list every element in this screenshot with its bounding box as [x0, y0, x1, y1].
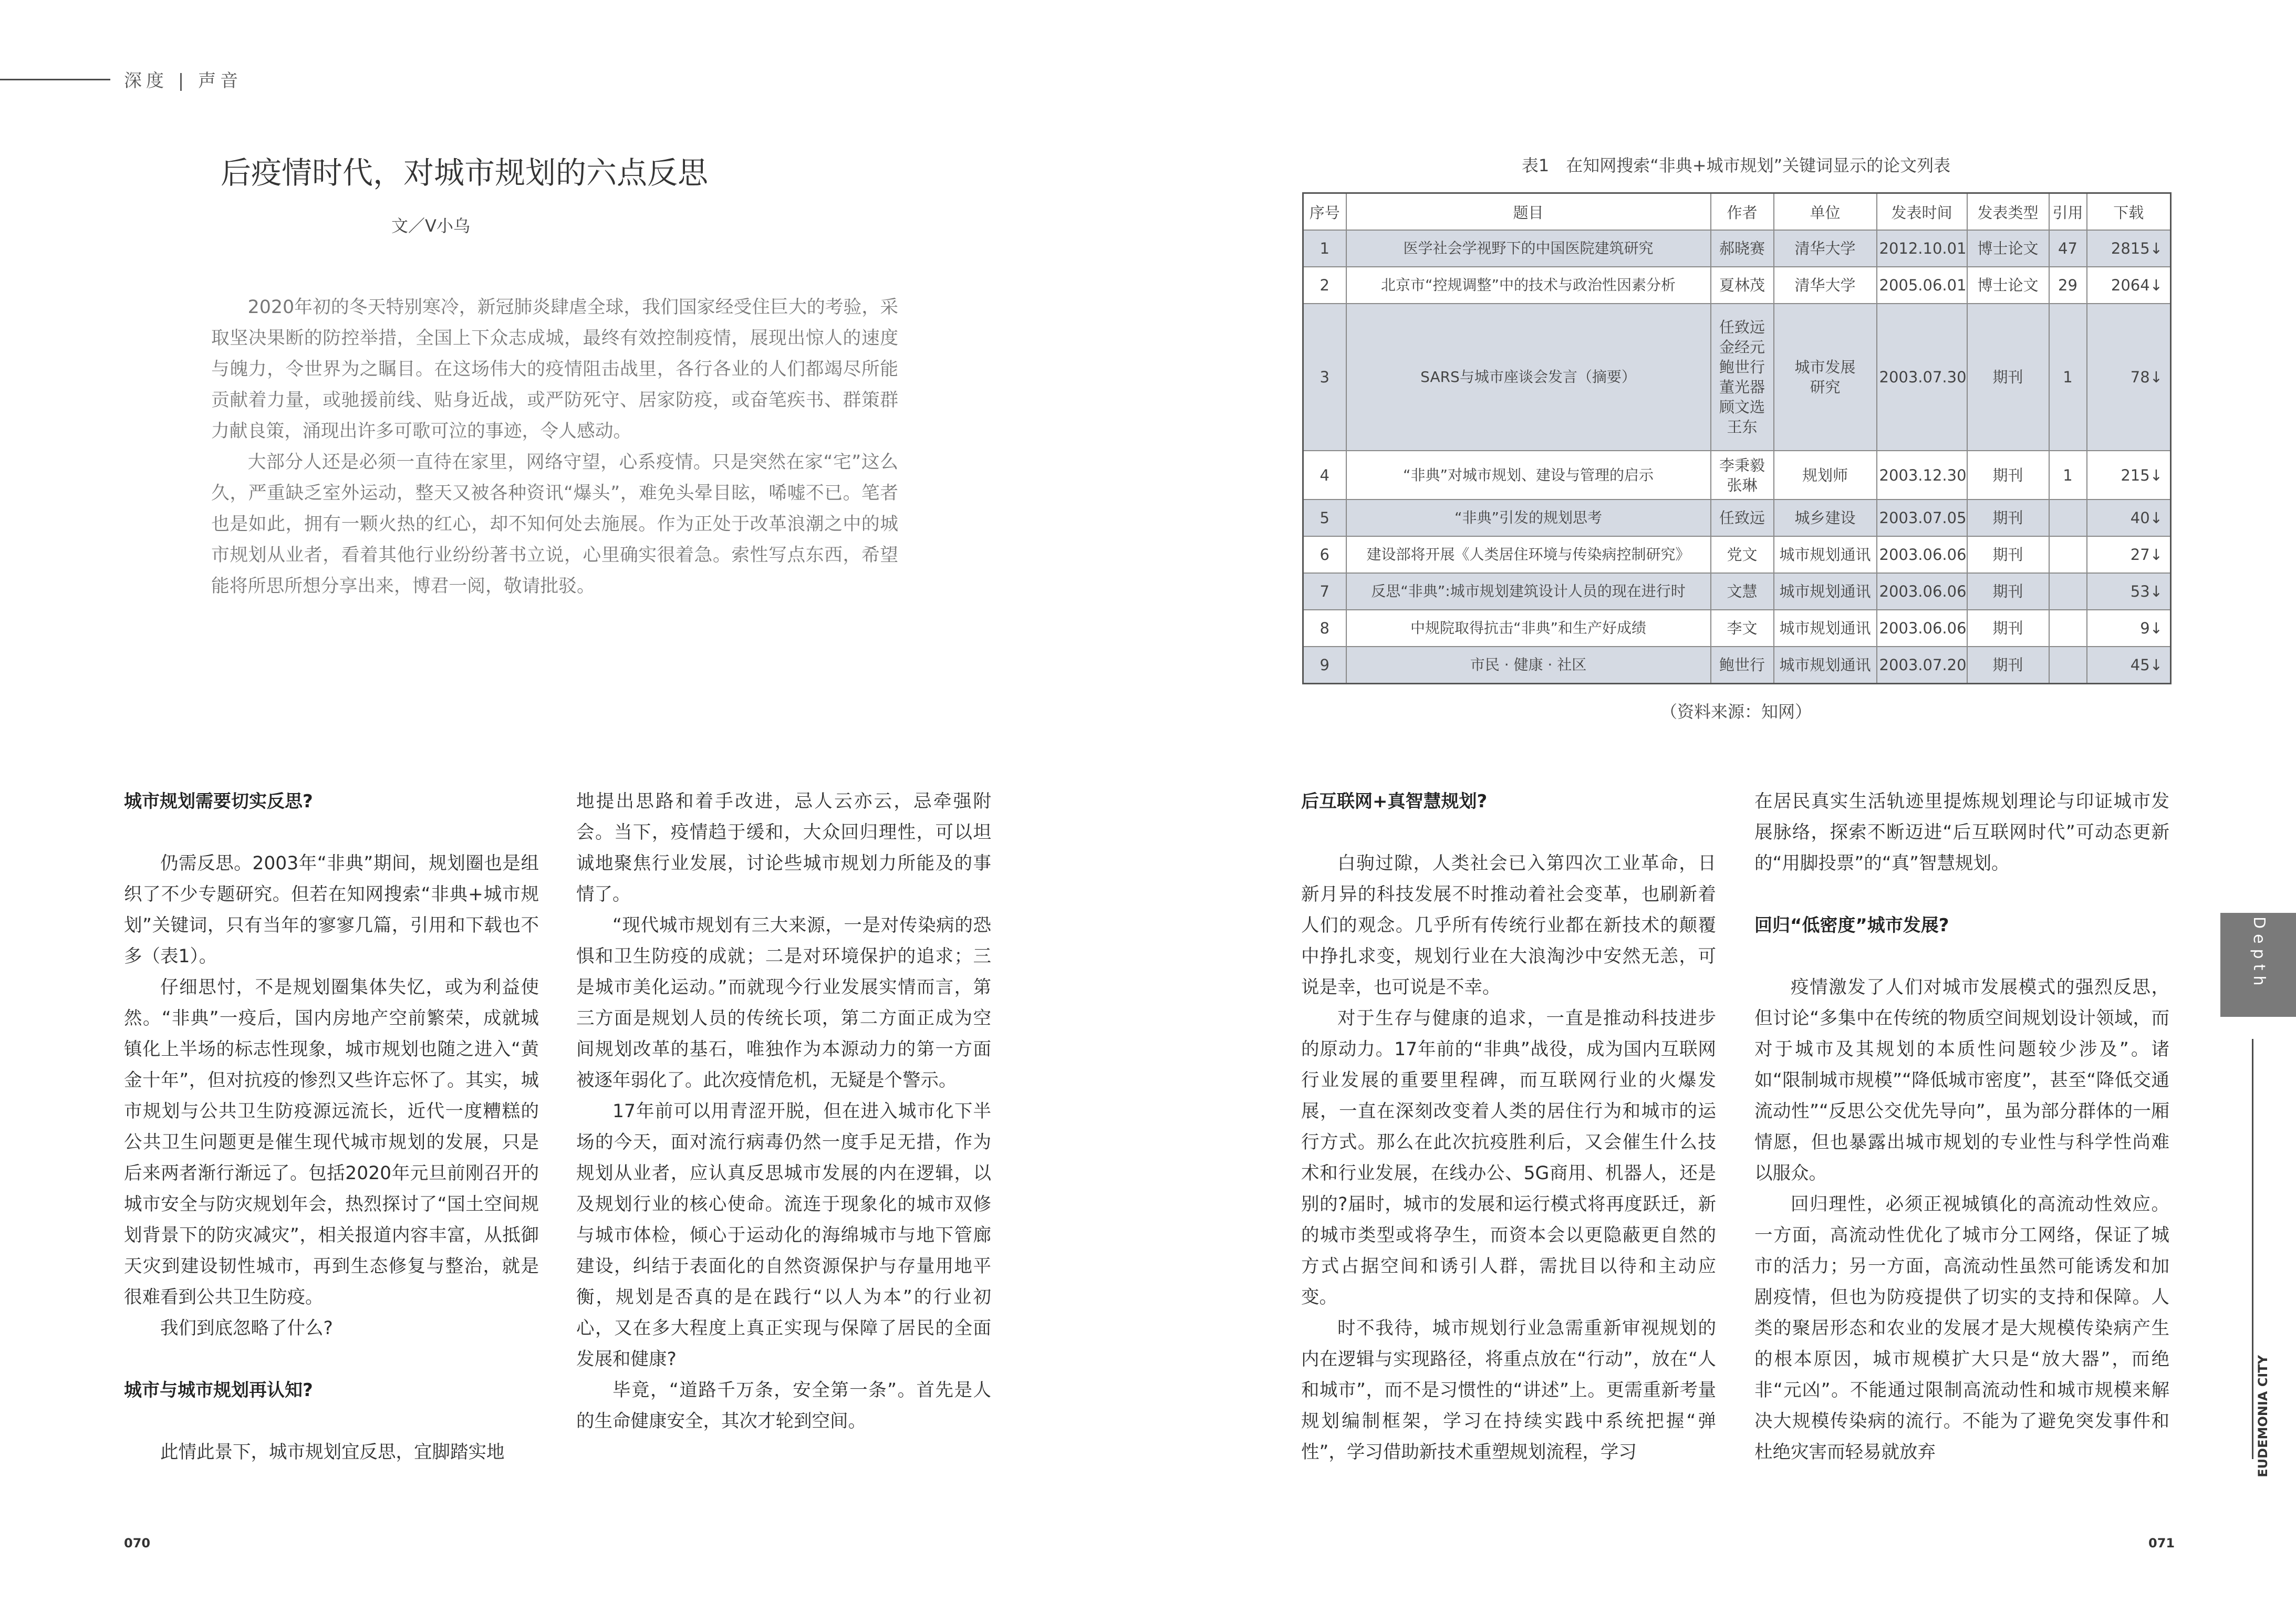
- body-paragraph: 仔细思忖，不是规划圈集体失忆，或为利益使然。“非典”一疫后，国内房地产空前繁荣，成就城镇化上半场的标志性现象，城市规划也随之进入“黄金十年”，但对抗疫的惨烈又些许忘怀了。其实，城市规划与公共卫生防疫源远流长，近代一度糟糕的公共卫生问题更是催生现代城市规划的发展，只是后来两者渐行渐远了。包括2020年元旦前刚召开的城市安全与防灾规划年会，热烈探讨了“国土空间规划背景下的防灾减灾”，相关报道内容丰富，从抵御天灾到建设韧性城市，再到生态修复与整治，就是很难看到公共卫生防疫。: [124, 977, 539, 1308]
- table-cell-date: 2003.06.06: [1877, 536, 1967, 573]
- table-cell-no: 6: [1303, 536, 1346, 573]
- table-cell-download: 40↓: [2087, 499, 2171, 536]
- table-row: [1303, 304, 2171, 451]
- table-row: [1303, 647, 2171, 683]
- table-cell-no: 8: [1303, 610, 1346, 647]
- table-body: [1303, 230, 2171, 683]
- table-cell-unit: 城市发展 研究: [1774, 304, 1877, 451]
- body-paragraph: 回归理性，必须正视城镇化的高流动性效应。一方面，高流动性优化了城市分工网络，保证了城市的活力；另一方面，高流动性虽然可能诱发和加剧疫情，但也为防疫提供了切实的支持和保障。人类的聚居形态和农业的发展才是大规模传染病产生的根本原因，城市规模扩大只是“放大器”，而绝非“元凶”。不能通过限制高流动性和城市规模来解决大规模传染病的流行。不能为了避免突发事件和杜绝灾害而轻易就放弃: [1754, 1194, 2169, 1463]
- section-tag: 深度 | 声音: [124, 70, 243, 91]
- table-cell-author: 郝晓赛: [1711, 230, 1774, 267]
- article-intro: [211, 292, 898, 602]
- table-cell-author: 任致远 金经元 鲍世行 董光器 顾文选 王东: [1711, 304, 1774, 451]
- table-row: [1303, 573, 2171, 610]
- table-cell-date: 2012.10.01: [1877, 230, 1967, 267]
- table-cell-author: 鲍世行: [1711, 647, 1774, 683]
- table-cell-download: 53↓: [2087, 573, 2171, 610]
- table-cell-no: 2: [1303, 267, 1346, 304]
- table-cell-download: 78↓: [2087, 304, 2171, 451]
- table-cell-type: 期刊: [1967, 536, 2049, 573]
- table-row: [1303, 267, 2171, 304]
- table-cell-title: 市民 · 健康 · 社区: [1346, 647, 1711, 683]
- body-paragraph: 白驹过隙，人类社会已入第四次工业革命，日新月异的科技发展不时推动着社会变革，也刷新着人们的观念。几乎所有传统行业都在新技术的颠覆中挣扎求变，规划行业在大浪淘沙中安然无恙，可说是幸，也可说是不幸。: [1301, 853, 1716, 998]
- table-cell-title: 建设部将开展《人类居住环境与传染病控制研究》: [1346, 536, 1711, 573]
- table-cell-cite: 1: [2049, 451, 2087, 499]
- table-header-cell: 引用: [2049, 193, 2087, 231]
- table-source: （资料来源：知网）: [1660, 702, 1812, 722]
- table-cell-title: 中规院取得抗击“非典”和生产好成绩: [1346, 610, 1711, 647]
- section-heading: 城市与城市规划再认知?: [124, 1380, 313, 1401]
- table-header-row: [1303, 193, 2171, 231]
- table-cell-date: 2003.06.06: [1877, 610, 1967, 647]
- table-cell-cite: [2049, 573, 2087, 610]
- table-cell-download: 45↓: [2087, 647, 2171, 683]
- table-cell-no: 1: [1303, 230, 1346, 267]
- intro-paragraph: 2020年初的冬天特别寒冷，新冠肺炎肆虐全球，我们国家经受住巨大的考验，采取坚决果断的防控举措，全国上下众志成城，最终有效控制疫情，展现出惊人的速度与魄力，令世界为之瞩目。在这场伟大的疫情阻击战里，各行各业的人们都竭尽所能贡献着力量，或驰援前线、贴身近战，或严防死守、居家防疫，或奋笔疾书、群策群力献良策，涌现出许多可歌可泣的事迹，令人感动。: [211, 297, 898, 442]
- body-paragraph: 仍需反思。2003年“非典”期间，规划圈也是组织了不少专题研究。但若在知网搜索“非典+城市规划”关键词，只有当年的寥寥几篇，引用和下载也不多（表1）。: [124, 853, 539, 967]
- table-cell-type: 期刊: [1967, 451, 2049, 499]
- table-cell-type: 博士论文: [1967, 267, 2049, 304]
- table-header-cell: 单位: [1774, 193, 1877, 231]
- table-header-cell: 题目: [1346, 193, 1711, 231]
- table-cell-cite: [2049, 610, 2087, 647]
- body-paragraph: 毕竟，“道路千万条，安全第一条”。首先是人的生命健康安全，其次才轮到空间。: [576, 1380, 991, 1432]
- table-cell-title: “非典”引发的规划思考: [1346, 499, 1711, 536]
- table-cell-download: 27↓: [2087, 536, 2171, 573]
- intro-paragraph: 大部分人还是必须一直待在家里，网络守望，心系疫情。只是突然在家“宅”这么久，严重缺乏室外运动，整天又被各种资讯“爆头”，难免头晕目眩，唏嘘不已。笔者也是如此，拥有一颗火热的红心，却不知何处去施展。作为正处于改革浪潮之中的城市规划从业者，看着其他行业纷纷著书立说，心里确实很着急。索性写点东西，希望能将所思所想分享出来，博君一阅，敬请批驳。: [211, 452, 898, 597]
- body-column-2: [576, 786, 991, 1437]
- table-cell-no: 9: [1303, 647, 1346, 683]
- table-cell-type: 期刊: [1967, 304, 2049, 451]
- table-header-cell: 下载: [2087, 193, 2171, 231]
- table-cell-title: SARS与城市座谈会发言（摘要）: [1346, 304, 1711, 451]
- table-header-cell: 序号: [1303, 193, 1346, 231]
- table-cell-unit: 城市规划通讯: [1774, 573, 1877, 610]
- table-cell-date: 2005.06.01: [1877, 267, 1967, 304]
- table-cell-cite: 1: [2049, 304, 2087, 451]
- table-row: [1303, 451, 2171, 499]
- table-cell-unit: 清华大学: [1774, 230, 1877, 267]
- table-row: [1303, 536, 2171, 573]
- table-cell-download: 2815↓: [2087, 230, 2171, 267]
- table-cell-no: 5: [1303, 499, 1346, 536]
- article-title: 后疫情时代，对城市规划的六点反思: [221, 155, 709, 191]
- table-cell-type: 期刊: [1967, 647, 2049, 683]
- page-number-right: 071: [2148, 1536, 2175, 1550]
- section-heading: 城市规划需要切实反思?: [124, 791, 313, 812]
- table-cell-cite: [2049, 536, 2087, 573]
- table-cell-download: 2064↓: [2087, 267, 2171, 304]
- section-heading: 回归“低密度”城市发展?: [1754, 915, 1949, 936]
- table-header-cell: 发表类型: [1967, 193, 2049, 231]
- table-cell-no: 3: [1303, 304, 1346, 451]
- table-cell-date: 2003.07.30: [1877, 304, 1967, 451]
- body-column-4: [1754, 786, 2169, 1468]
- table-cell-title: “非典”对城市规划、建设与管理的启示: [1346, 451, 1711, 499]
- table-caption: 表1 在知网搜索“非典+城市规划”关键词显示的论文列表: [1521, 155, 1951, 175]
- table-cell-unit: 城市规划通讯: [1774, 536, 1877, 573]
- table-cell-author: 文慧: [1711, 573, 1774, 610]
- table-cell-no: 7: [1303, 573, 1346, 610]
- table-cell-no: 4: [1303, 451, 1346, 499]
- table-cell-download: 9↓: [2087, 610, 2171, 647]
- table-cell-author: 夏林茂: [1711, 267, 1774, 304]
- table-cell-download: 215↓: [2087, 451, 2171, 499]
- table-cell-unit: 城乡建设: [1774, 499, 1877, 536]
- body-paragraph: 我们到底忽略了什么?: [160, 1318, 333, 1339]
- table-cell-cite: 47: [2049, 230, 2087, 267]
- section-heading: 后互联网+真智慧规划?: [1301, 791, 1488, 812]
- table-header-cell: 作者: [1711, 193, 1774, 231]
- magazine-name: EUDEMONIA CITY: [2256, 1355, 2270, 1477]
- table-cell-unit: 城市规划通讯: [1774, 610, 1877, 647]
- table-cell-author: 李文: [1711, 610, 1774, 647]
- table-cell-cite: 29: [2049, 267, 2087, 304]
- body-column-1: [124, 786, 539, 1468]
- table-row: [1303, 499, 2171, 536]
- table-row: [1303, 230, 2171, 267]
- table-cell-author: 李秉毅 张琳: [1711, 451, 1774, 499]
- table-cell-title: 医学社会学视野下的中国医院建筑研究: [1346, 230, 1711, 267]
- table-cell-cite: [2049, 499, 2087, 536]
- table-cell-type: 博士论文: [1967, 230, 2049, 267]
- table-cell-cite: [2049, 647, 2087, 683]
- table-cell-type: 期刊: [1967, 573, 2049, 610]
- table-cell-type: 期刊: [1967, 499, 2049, 536]
- table-row: [1303, 610, 2171, 647]
- papers-table: [1302, 192, 2172, 684]
- body-paragraph: 17年前可以用青涩开脱，但在进入城市化下半场的今天，面对流行病毒仍然一度手足无措，作为规划从业者，应认真反思城市发展的内在逻辑，以及规划行业的核心使命。流连于现象化的城市双修与城市体检，倾心于运动化的海绵城市与地下管廊建设，纠结于表面化的自然资源保护与存量用地平衡，规划是否真的是在践行“以人为本”的行业初心，又在多大程度上真正实现与保障了居民的全面发展和健康?: [576, 1101, 991, 1370]
- body-paragraph: 此情此景下，城市规划宜反思，宜脚踏实地: [160, 1442, 505, 1463]
- table-cell-unit: 城市规划通讯: [1774, 647, 1877, 683]
- header-rule: [0, 79, 110, 80]
- body-paragraph: 对于生存与健康的追求，一直是推动科技进步的原动力。17年前的“非典”战役，成为国内互联网行业发展的重要里程碑，而互联网行业的火爆发展，一直在深刻改变着人类的居住行为和城市的运行方式。那么在此次抗疫胜利后，又会催生什么技术和行业发展，在线办公、5G商用、机器人，还是别的?届时，城市的发展和运行模式将再度跃迁，新的城市类型或将孕生，而资本会以更隐蔽更自然的方式占据空间和诱引人群，需扰目以待和主动应变。: [1301, 1008, 1716, 1308]
- table-cell-date: 2003.07.05: [1877, 499, 1967, 536]
- table-cell-date: 2003.07.20: [1877, 647, 1967, 683]
- table-cell-title: 北京市“控规调整”中的技术与政治性因素分析: [1346, 267, 1711, 304]
- table-cell-type: 期刊: [1967, 610, 2049, 647]
- body-paragraph: 地提出思路和着手改进，忌人云亦云，忌牵强附会。当下，疫情趋于缓和，大众回归理性，可以坦诚地聚焦行业发展，讨论些城市规划力所能及的事情了。: [576, 791, 991, 905]
- body-paragraph: 疫情激发了人们对城市发展模式的强烈反思，但讨论“多集中在传统的物质空间规划设计领域，而对于城市及其规划的本质性问题较少涉及”。诸如“限制城市规模”“降低城市密度”，甚至“降低交通流动性”“反思公交优先导向”，虽为部分群体的一厢情愿，但也暴露出城市规划的专业性与科学性尚难以服众。: [1754, 977, 2169, 1184]
- table-cell-date: 2003.12.30: [1877, 451, 1967, 499]
- body-column-3: [1301, 786, 1716, 1468]
- side-tab-label: Depth: [2250, 917, 2268, 991]
- side-rule: [2252, 1039, 2253, 1459]
- table-cell-unit: 规划师: [1774, 451, 1877, 499]
- table-cell-date: 2003.06.06: [1877, 573, 1967, 610]
- body-paragraph: “现代城市规划有三大来源，一是对传染病的恐惧和卫生防疫的成就；二是对环境保护的追求；三是城市美化运动。”而就现今行业发展实情而言，第三方面是规划人员的传统长项，第二方面正成为空间规划改革的基石，唯独作为本源动力的第一方面被逐年弱化了。此次疫情危机，无疑是个警示。: [576, 915, 991, 1091]
- table-cell-author: 任致远: [1711, 499, 1774, 536]
- article-byline: 文／V小乌: [391, 216, 470, 236]
- body-paragraph: 时不我待，城市规划行业急需重新审视规划的内在逻辑与实现路径，将重点放在“行动”，放在“人和城市”，而不是习惯性的“讲述”上。更需重新考量规划编制框架，学习在持续实践中系统把握“弹性”，学习借助新技术重塑规划流程，学习: [1301, 1318, 1716, 1463]
- body-paragraph: 在居民真实生活轨迹里提炼规划理论与印证城市发展脉络，探索不断迈进“后互联网时代”可动态更新的“用脚投票”的“真”智慧规划。: [1754, 791, 2169, 874]
- table-cell-title: 反思“非典”:城市规划建筑设计人员的现在进行时: [1346, 573, 1711, 610]
- table-cell-unit: 清华大学: [1774, 267, 1877, 304]
- table-header-cell: 发表时间: [1877, 193, 1967, 231]
- table-cell-author: 党文: [1711, 536, 1774, 573]
- page-number-left: 070: [124, 1536, 151, 1550]
